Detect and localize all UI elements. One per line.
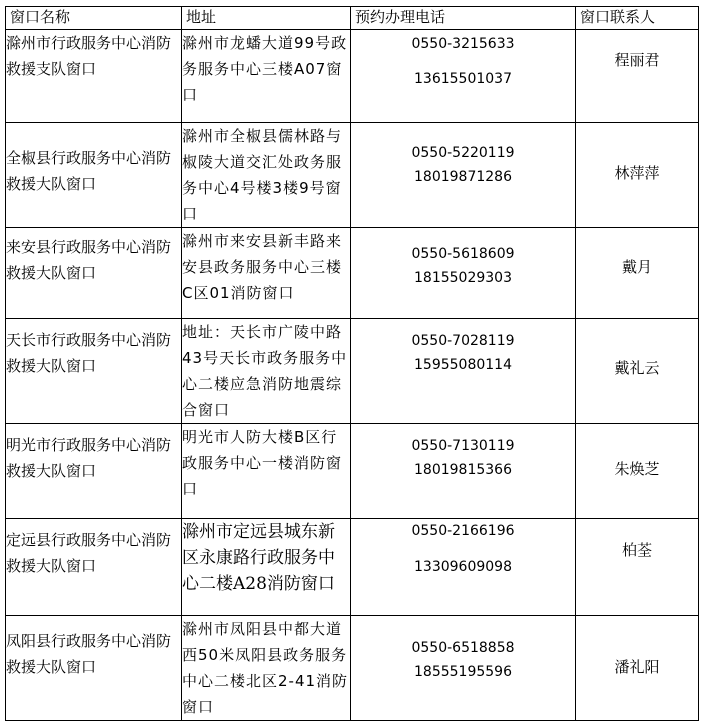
header-contact-person: 窗口联系人 — [576, 7, 699, 30]
table-header-row — [6, 7, 699, 30]
window-name-cell: 凤阳县行政服务中心消防救援大队窗口 — [6, 616, 182, 721]
table-row — [6, 519, 699, 616]
landline-number: 0550-3215633 — [411, 36, 515, 52]
contact-person-cell: 程丽君 — [576, 30, 699, 123]
window-name-cell: 天长市行政服务中心消防救援大队窗口 — [6, 319, 182, 424]
fire-rescue-window-contact-table — [5, 6, 699, 721]
contact-person-cell: 柏荃 — [576, 519, 699, 616]
header-address: 地址 — [182, 7, 351, 30]
address-cell: 滁州市定远县城东新区永康路行政服务中心二楼A28消防窗口 — [182, 519, 351, 616]
landline-number: 0550-2166196 — [411, 523, 515, 539]
mobile-number: 18555195596 — [414, 664, 512, 680]
phone-cell — [351, 519, 576, 616]
mobile-number: 15955080114 — [414, 357, 512, 373]
contact-person-cell: 林萍萍 — [576, 123, 699, 228]
phone-cell — [351, 424, 576, 519]
phone-cell — [351, 616, 576, 721]
contact-person-cell: 朱焕芝 — [576, 424, 699, 519]
address-cell: 滁州市全椒县儒林路与椒陵大道交汇处政务服务中心4号楼3楼9号窗口 — [182, 123, 351, 228]
window-name-cell: 全椒县行政服务中心消防救援大队窗口 — [6, 123, 182, 228]
landline-number: 0550-7028119 — [411, 333, 515, 349]
address-cell: 滁州市凤阳县中都大道西50米凤阳县政务服务中心二楼北区2-41消防窗口 — [182, 616, 351, 721]
phone-cell — [351, 123, 576, 228]
table-row — [6, 424, 699, 519]
contact-person-cell: 潘礼阳 — [576, 616, 699, 721]
address-cell: 地址：天长市广陵中路43号天长市政务服务中心二楼应急消防地震综合窗口 — [182, 319, 351, 424]
mobile-number: 18019815366 — [414, 462, 512, 478]
phone-cell — [351, 319, 576, 424]
header-phone: 预约办理电话 — [351, 7, 576, 30]
address-cell: 滁州市龙蟠大道99号政务服务中心三楼A07窗口 — [182, 30, 351, 123]
phone-cell — [351, 30, 576, 123]
phone-cell — [351, 228, 576, 319]
header-window-name: 窗口名称 — [6, 7, 182, 30]
table-row — [6, 228, 699, 319]
table-row — [6, 30, 699, 123]
table-row — [6, 319, 699, 424]
landline-number: 0550-5618609 — [411, 246, 515, 262]
address-cell: 滁州市来安县新丰路来安县政务服务中心三楼C区01消防窗口 — [182, 228, 351, 319]
table-row — [6, 123, 699, 228]
window-name-cell: 滁州市行政服务中心消防救援支队窗口 — [6, 30, 182, 123]
landline-number: 0550-5220119 — [411, 145, 515, 161]
mobile-number: 18155029303 — [414, 270, 512, 286]
mobile-number: 13615501037 — [414, 71, 512, 87]
table-row — [6, 616, 699, 721]
mobile-number: 18019871286 — [414, 169, 512, 185]
mobile-number: 13309609098 — [414, 559, 512, 575]
contact-person-cell: 戴月 — [576, 228, 699, 319]
landline-number: 0550-6518858 — [411, 640, 515, 656]
window-name-cell: 定远县行政服务中心消防救援大队窗口 — [6, 519, 182, 616]
contact-person-cell: 戴礼云 — [576, 319, 699, 424]
landline-number: 0550-7130119 — [411, 438, 515, 454]
address-cell: 明光市人防大楼B区行政服务中心一楼消防窗口 — [182, 424, 351, 519]
window-name-cell: 明光市行政服务中心消防救援大队窗口 — [6, 424, 182, 519]
window-name-cell: 来安县行政服务中心消防救援大队窗口 — [6, 228, 182, 319]
